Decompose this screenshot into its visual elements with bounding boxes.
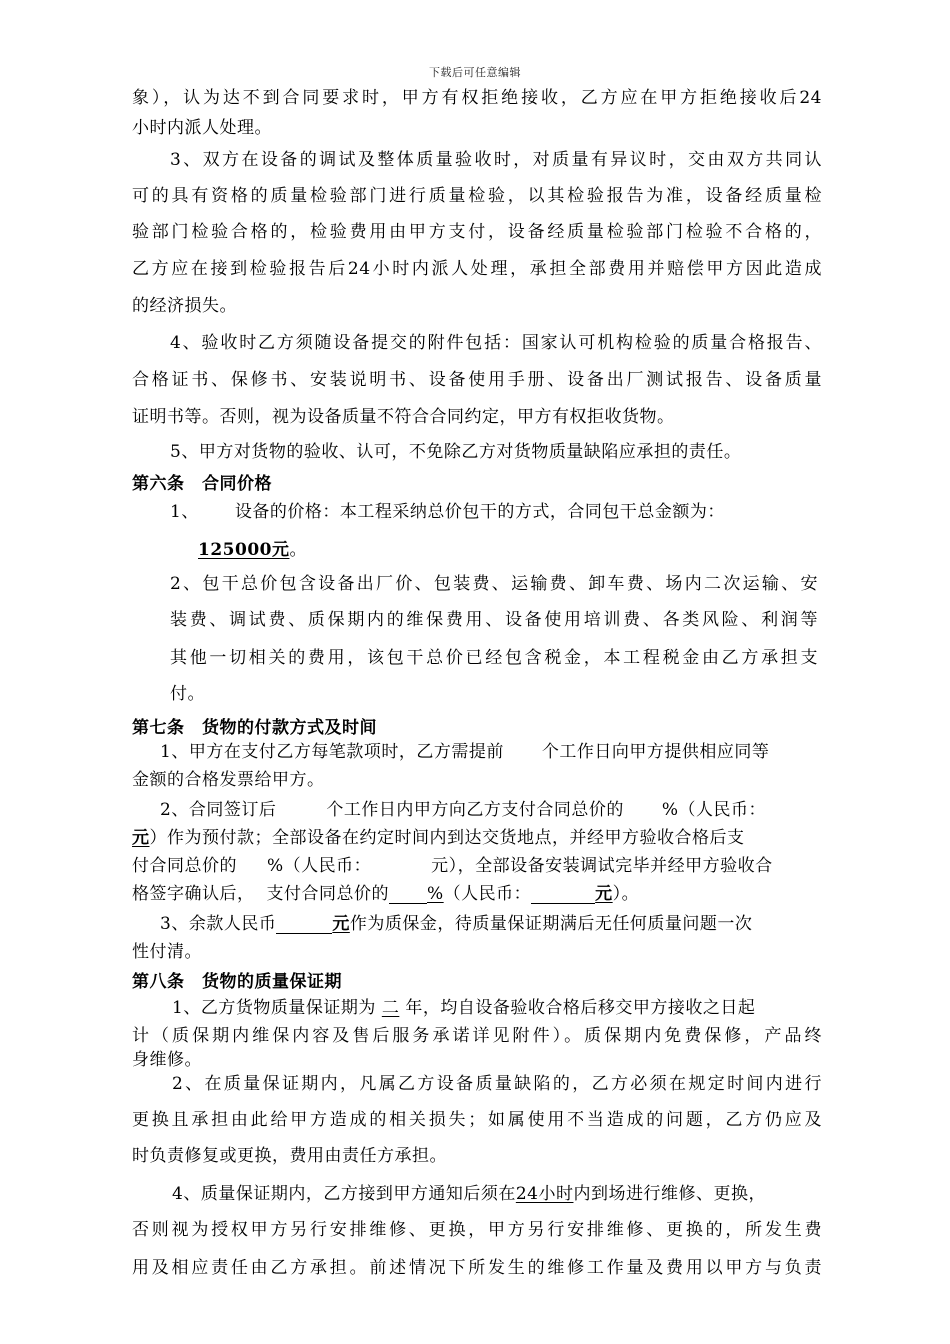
- text-span: 元: [132, 828, 150, 848]
- text-span: 1、甲方在支付乙方每笔款项时，乙方需提前: [160, 742, 504, 762]
- payment-line-6: [160, 914, 850, 934]
- text-line: 可的具有资格的质量检验部门进行质量检验，以其检验报告为准，设备经质量检: [132, 186, 822, 206]
- text-span: 格签字确认后，: [132, 884, 255, 904]
- item-number: 1、: [170, 502, 199, 522]
- article-6-heading: 第六条 合同价格: [132, 474, 272, 494]
- text-line: 时负责修复或更换，费用由责任方承担。: [132, 1146, 447, 1166]
- payment-line-5: [132, 884, 822, 904]
- text-line: 其他一切相关的费用，该包干总价已经包含税金，本工程税金由乙方承担支: [170, 648, 818, 668]
- text-span: 设备的价格：本工程采纳总价包干的方式，合同包干总金额为：: [234, 502, 725, 522]
- text-span: ）作为预付款；全部设备在约定时间内到达交货地点，并经甲方验收合格后支: [149, 828, 745, 848]
- payment-line-2: [160, 800, 850, 820]
- text-line: 证明书等。否则，视为设备质量不符合合同约定，甲方有权拒收货物。: [132, 407, 675, 427]
- payment-line-4: [132, 856, 822, 876]
- payment-line-3: [132, 828, 822, 848]
- text-span: %: [427, 884, 444, 904]
- text-span: 1、乙方货物质量保证期为: [172, 998, 376, 1018]
- text-span: 个工作日向甲方提供相应同等: [541, 742, 770, 762]
- warranty-line-1: [172, 998, 862, 1018]
- warranty-para-2-start: 2、在质量保证期内，凡属乙方设备质量缺陷的，乙方必须在规定时间内进行: [172, 1074, 822, 1094]
- text-span: %（人民币：: [661, 800, 766, 820]
- warranty-years: 二: [381, 998, 400, 1018]
- text-line: 象），认为达不到合同要求时，甲方有权拒绝接收，乙方应在甲方拒绝接收后24: [132, 88, 822, 108]
- text-line: 否则视为授权甲方另行安排维修、更换，甲方另行安排维修、更换的，所发生费: [132, 1220, 822, 1240]
- text-span: ）。: [612, 884, 640, 904]
- text-span: 3、余款人民币: [160, 914, 277, 934]
- text-span: 。: [289, 540, 307, 560]
- page-header: 下载后可任意编辑: [429, 66, 521, 79]
- response-time: 24小时: [515, 1184, 574, 1204]
- paragraph-3-start: 3、双方在设备的调试及整体质量验收时，对质量有异议时，交由双方共同认: [170, 150, 822, 170]
- payment-line-1: [160, 742, 850, 762]
- text-span: 内到场进行维修、更换，: [573, 1184, 766, 1204]
- text-line: 金额的合格发票给甲方。: [132, 770, 325, 790]
- text-line: 小时内派人处理。: [132, 118, 272, 138]
- text-line: 乙方应在接到检验报告后24小时内派人处理，承担全部费用并赔偿甲方因此造成: [132, 259, 822, 279]
- text-line: 用及相应责任由乙方承担。前述情况下所发生的维修工作量及费用以甲方与负责: [132, 1258, 822, 1278]
- text-span: 付合同总价的: [132, 856, 237, 876]
- text-line: 更换且承担由此给甲方造成的相关损失；如属使用不当造成的问题，乙方仍应及: [132, 1110, 822, 1130]
- text-line: 性付清。: [132, 942, 202, 962]
- text-span: 2、合同签订后: [160, 800, 277, 820]
- text-line: 装费、调试费、质保期内的维保费用、设备使用培训费、各类风险、利润等: [170, 610, 818, 630]
- text-span: 年，均自设备验收合格后移交甲方接收之日起: [405, 998, 756, 1018]
- warranty-line-4: [172, 1184, 862, 1204]
- text-span: 元: [332, 914, 350, 934]
- text-span: %（人民币：: [267, 856, 372, 876]
- text-line: 合格证书、保修书、安装说明书、设备使用手册、设备出厂测试报告、设备质量: [132, 370, 822, 390]
- text-span: 个工作日内甲方向乙方支付合同总价的: [326, 800, 624, 820]
- text-span: 支付合同总价的: [266, 884, 389, 904]
- article-7-heading: 第七条 货物的付款方式及时间: [132, 718, 377, 738]
- price-line-1: [170, 502, 860, 522]
- paragraph-4-start: 4、验收时乙方须随设备提交的附件包括：国家认可机构检验的质量合格报告、: [170, 333, 822, 353]
- text-span: 元），全部设备安装调试完毕并经甲方验收合: [431, 856, 773, 876]
- text-span: 4、质量保证期内，乙方接到甲方通知后须在: [172, 1184, 516, 1204]
- text-line: 验部门检验合格的，检验费用由甲方支付，设备经质量检验部门检验不合格的，: [132, 222, 822, 242]
- article-8-heading: 第八条 货物的质量保证期: [132, 972, 342, 992]
- text-line: 身维修。: [132, 1050, 202, 1070]
- paragraph-5: 5、甲方对货物的验收、认可，不免除乙方对货物质量缺陷应承担的责任。: [170, 442, 742, 462]
- text-span: 作为质保金，待质量保证期满后无任何质量问题一次: [349, 914, 753, 934]
- text-line: 计（质保期内维保内容及售后服务承诺详见附件）。质保期内免费保修，产品终: [132, 1026, 822, 1046]
- text-line: 2、包干总价包含设备出厂价、包装费、运输费、卸车费、场内二次运输、安: [170, 574, 818, 594]
- text-span: （人民币：: [443, 884, 532, 904]
- total-amount-line: [198, 540, 888, 560]
- total-amount: 125000元: [198, 540, 290, 560]
- text-line: 付。: [170, 684, 205, 704]
- text-line: 的经济损失。: [132, 296, 237, 316]
- text-span: 元: [595, 884, 613, 904]
